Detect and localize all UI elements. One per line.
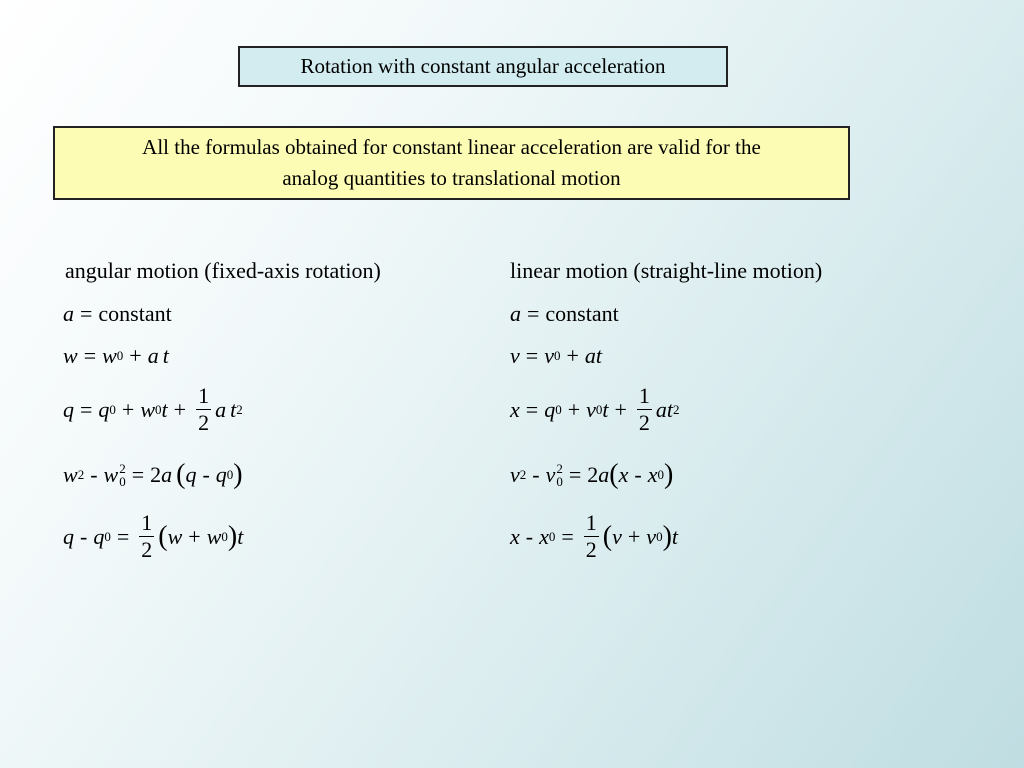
- angular-eq-2: w = w 0 + a t: [63, 343, 169, 368]
- linear-eq-5: x - x 0 = $\frac{1}{2}$ ( v + v 0 ) t: [510, 510, 679, 562]
- linear-column-heading: linear motion (straight-line motion): [510, 258, 823, 283]
- angular-eq-5: q - q 0 = $\frac{1}{2}$ ( w + w 0 ) t: [63, 510, 244, 562]
- linear-eq-4: v 2 - v 2 0 = 2 a ( x - x 0 ): [510, 459, 674, 490]
- note-line-2: analog quantities to translational motion: [282, 166, 621, 190]
- angular-eq-3: q = q 0 + w 0 t + $\frac{1}{2}$ a t 2: [63, 383, 243, 435]
- angular-column-heading: angular motion (fixed-axis rotation): [65, 258, 381, 283]
- linear-eq-3: x = q 0 + v 0 t + $\frac{1}{2}$ at 2: [510, 383, 680, 435]
- note-line-1: All the formulas obtained for constant linear acceleration are valid for the: [142, 135, 761, 159]
- slide-title: Rotation with constant angular acceleration: [300, 54, 666, 78]
- linear-eq-2: v = v 0 + at: [510, 343, 602, 368]
- fraction-one-half: $\frac{1}{2}$: [198, 383, 210, 435]
- fraction-one-half: $\frac{1}{2}$: [638, 383, 650, 435]
- constant-word: constant: [98, 301, 172, 326]
- note-box: [53, 126, 850, 200]
- angular-eq-1: a = constant: [63, 301, 172, 326]
- slide-title-box: [238, 46, 728, 87]
- linear-eq-1: a = constant: [510, 301, 619, 326]
- fraction-one-half: $\frac{1}{2}$: [585, 510, 597, 562]
- fraction-one-half: $\frac{1}{2}$: [141, 510, 153, 562]
- constant-word: constant: [545, 301, 619, 326]
- angular-eq-4: w 2 - w 2 0 = 2 a ( q - q 0 ): [63, 459, 243, 490]
